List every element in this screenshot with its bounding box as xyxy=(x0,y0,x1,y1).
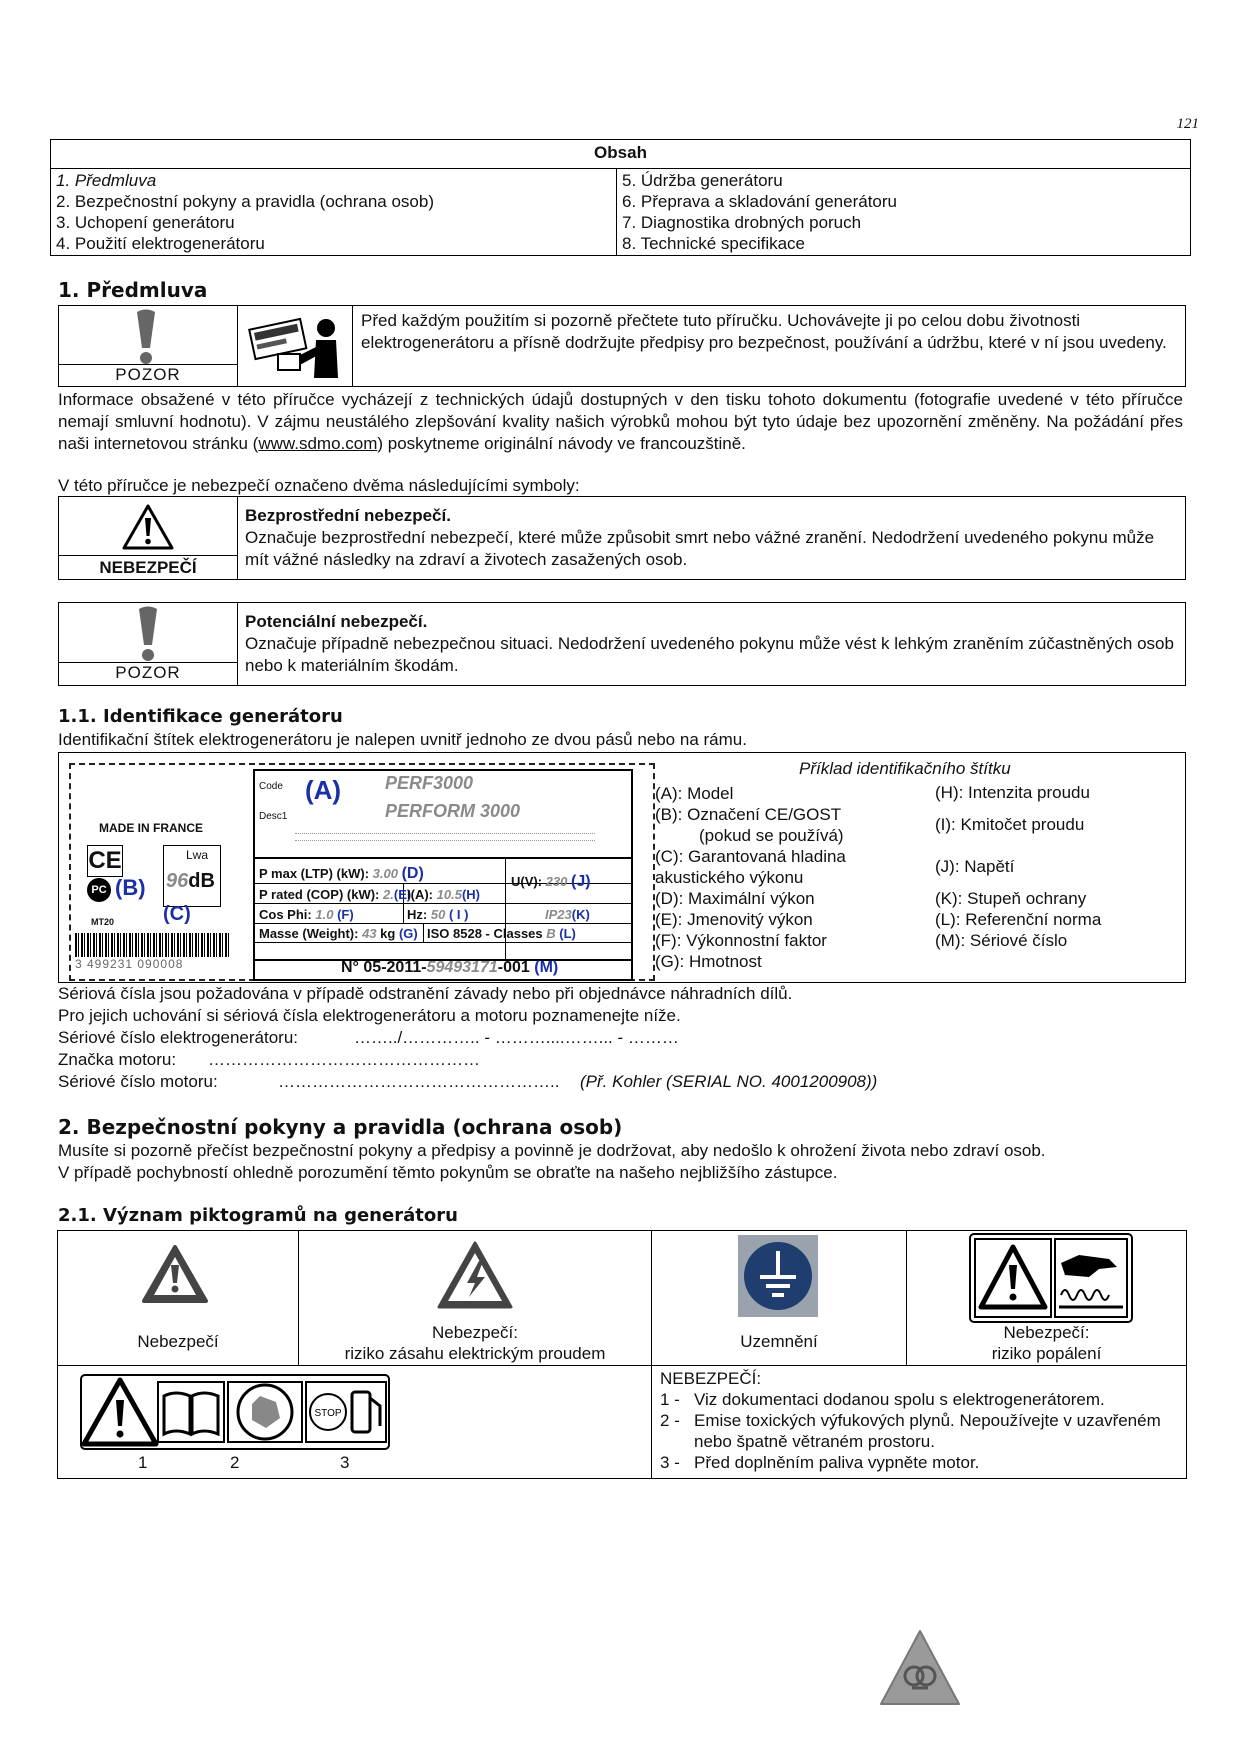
picto-ground-cell xyxy=(652,1231,907,1366)
serial-strip xyxy=(253,959,633,981)
danger-list-title: NEBEZPEČÍ: xyxy=(660,1369,762,1388)
legend-item: (H): Intenzita proudu xyxy=(935,783,1090,802)
picto-danger-cell xyxy=(58,1231,299,1366)
iso-label: ISO 8528 - Classes xyxy=(427,926,543,941)
legend-item: (L): Referenční norma xyxy=(935,910,1102,929)
serial-note-2: Pro jejich uchování si sériová čísla elektrogenerátoru a motoru poznamenejte níže. xyxy=(58,1006,681,1025)
section-heading-identification: 1.1. Identifikace generátoru xyxy=(58,706,343,727)
serial-note-1: Sériová čísla jsou požadována v případě odstranění závady nebo při objednávce náhradních dílů. xyxy=(58,984,793,1003)
list-number: 3 - xyxy=(660,1453,680,1472)
toc-item: 6. Přeprava a skladování generátoru xyxy=(622,192,898,211)
safety-line-2: V případě pochybností ohledně porozumění těmto pokynům se obraťte na našeho nejbližšího zástupce. xyxy=(58,1163,838,1182)
picto-number: 2 xyxy=(230,1453,240,1472)
made-in-label: MADE IN FRANCE xyxy=(99,821,203,835)
read-manual-icon xyxy=(248,310,344,382)
engine-brand-field: ………………………………………… xyxy=(208,1050,480,1069)
picto-label: Nebezpečí: xyxy=(432,1323,518,1342)
legend-item: (E): Jmenovitý výkon xyxy=(655,910,813,929)
pmax-label: P max (LTP) (kW): xyxy=(259,866,370,881)
current-label: I(A): xyxy=(407,887,433,902)
list-text: Před doplněním paliva vypněte motor. xyxy=(694,1453,980,1472)
legend-item: (K): Stupeň ochrany xyxy=(935,889,1087,908)
warning-text: Před každým použitím si pozorně přečtete tuto příručku. Uchovávejte ji po celou dobu životnosti elektrogenerátoru a přísně dodržujte předpisy pro bezpečnost, používání a údržbu, které v ní jsou uvedeny. xyxy=(361,311,1167,352)
danger-text: Označuje bezprostřední nebezpečí, které může způsobit smrt nebo vážné zranění. Nedodržení uvedeného pokynu může mít vážné následky na zdraví a životech zasažených osob. xyxy=(245,528,1155,569)
legend-item: (B): Označení CE/GOST xyxy=(655,805,842,824)
sdmo-link[interactable]: www.sdmo.com xyxy=(258,434,378,453)
info-text: Informace obsažené v této příručce vycházejí z technických údajů dostupných v den tisku tohoto dokumentu (fotografie uvedené v této příručce nemají smluvní hodnotu). V zájmu neustálého zlepšování kvality našich výrobků mohou být tyto údaje bez upozornění změněny. Na požádání přes naši internetovou stránku ( xyxy=(58,390,1183,453)
fine-print xyxy=(295,833,595,841)
composite-picto-cell xyxy=(58,1366,652,1479)
table-of-contents xyxy=(50,139,1191,256)
danger-box xyxy=(58,496,1186,580)
list-number: 1 - xyxy=(660,1390,680,1409)
exclamation-icon xyxy=(133,605,163,663)
legend-item: (A): Model xyxy=(655,784,734,803)
engine-brand-label: Značka motoru: xyxy=(58,1050,177,1069)
engine-serial-field: ………………………………………….. xyxy=(278,1072,560,1091)
pozor-label: POZOR xyxy=(59,662,237,686)
danger-list-cell xyxy=(652,1366,1187,1479)
iso-class: B xyxy=(546,926,556,941)
stop-label: STOP xyxy=(314,1408,342,1419)
legend-left xyxy=(655,783,905,972)
hz-label: Hz: xyxy=(407,907,428,922)
legend-item: (G): Hmotnost xyxy=(655,952,762,971)
caution-box xyxy=(58,602,1186,686)
example-title: Příklad identifikačního štítku xyxy=(799,759,1011,778)
list-text: Emise toxických výfukových plynů. Nepoužívejte v uzavřeném nebo špatně větraném prostoru. xyxy=(694,1411,1161,1451)
noise-badge xyxy=(163,845,221,907)
legend-item: (D): Maximální výkon xyxy=(655,889,815,908)
toc-item: 7. Diagnostika drobných poruch xyxy=(622,213,862,232)
prated-label: P rated (COP) (kW): xyxy=(259,887,380,902)
foreword-warning-box xyxy=(58,305,1186,387)
warning-triangle-icon xyxy=(121,503,175,551)
serial-mid: 59493171 xyxy=(426,959,498,976)
picto-number: 3 xyxy=(340,1453,350,1472)
marker-l: (L) xyxy=(559,926,576,941)
marker-j: (J) xyxy=(571,873,591,890)
legend-item: (J): Napětí xyxy=(935,857,1015,876)
mass-unit: kg xyxy=(380,926,396,941)
toc-item: 4. Použití elektrogenerátoru xyxy=(56,234,265,253)
picto-burn-cell xyxy=(907,1231,1187,1366)
model-description: PERFORM 3000 xyxy=(385,801,521,821)
publisher-logo-icon xyxy=(878,1628,962,1708)
section-heading-safety: 2. Bezpečnostní pokyny a pravidla (ochrana osob) xyxy=(58,1115,623,1139)
marker-g: (G) xyxy=(398,926,418,941)
code-label: Code xyxy=(259,781,283,792)
voltage-label: U(V): xyxy=(511,874,543,889)
danger-label: NEBEZPEČÍ xyxy=(59,555,237,580)
picto-electric-cell xyxy=(299,1231,652,1366)
identification-intro: Identifikační štítek elektrogenerátoru je nalepen uvnitř jednoho ze dvou pásů nebo na rámu. xyxy=(58,730,747,749)
model-code: PERF3000 xyxy=(385,773,474,793)
legend-item: (F): Výkonnostní faktor xyxy=(655,931,827,950)
toc-item: 2. Bezpečnostní pokyny a pravidla (ochrana osob) xyxy=(56,192,435,211)
toc-item: 8. Technické specifikace xyxy=(622,234,806,253)
mass-value: 43 xyxy=(362,926,377,941)
noise-value: 96 xyxy=(166,870,189,892)
list-text: Viz dokumentaci dodanou spolu s elektrogenerátorem. xyxy=(694,1390,1105,1409)
gen-serial-field: ……../………….. - ………....……... - ……… xyxy=(354,1028,679,1047)
marker-f: (F) xyxy=(337,907,354,922)
legend-item: (C): Garantovaná hladina akustického výkonu xyxy=(655,847,846,887)
legend-item: (M): Sériové číslo xyxy=(935,931,1068,950)
toc-item: 5. Údržba generátoru xyxy=(622,171,783,190)
serial-prefix: N° 05-2011- xyxy=(341,959,427,976)
electric-shock-icon xyxy=(435,1239,515,1311)
list-number: 2 - xyxy=(660,1411,680,1430)
marker-c: (C) xyxy=(163,903,191,925)
desc-label: Desc1 xyxy=(259,811,288,822)
info-paragraph xyxy=(58,389,1183,455)
ip-value: IP23 xyxy=(545,907,572,922)
page-number: 121 xyxy=(1176,116,1199,132)
cosphi-label: Cos Phi: xyxy=(259,907,312,922)
section-heading-pictograms: 2.1. Význam piktogramů na generátoru xyxy=(58,1205,458,1226)
hot-surface-icon xyxy=(969,1233,1133,1323)
marker-k: (K) xyxy=(571,907,590,922)
barcode xyxy=(75,933,231,957)
caution-text: Označuje případně nebezpečnou situaci. Nedodržení uvedeného pokynu může vést k lehkým zraněním zúčastněných osob nebo k materiálním škodám. xyxy=(245,634,1174,675)
legend-item: (I): Kmitočet proudu xyxy=(935,815,1085,834)
pictogram-table xyxy=(57,1230,1187,1479)
id-plate-box xyxy=(58,752,1186,983)
mt-label: MT20 xyxy=(91,917,115,927)
picto-sublabel: riziko popálení xyxy=(991,1344,1102,1363)
section-heading-foreword: 1. Předmluva xyxy=(58,278,208,302)
cosphi-value: 1.0 xyxy=(315,907,334,922)
lwa-label: Lwa xyxy=(186,848,209,862)
pozor-label: POZOR xyxy=(59,364,237,387)
legend-item: (pokud se používá) xyxy=(699,826,844,845)
current-value: 10.5 xyxy=(436,887,462,902)
marker-h: (H) xyxy=(461,887,480,902)
picto-number: 1 xyxy=(138,1453,148,1472)
ce-mark-icon: CE xyxy=(87,845,123,877)
marker-m: (M) xyxy=(534,959,559,976)
combined-safety-pictogram xyxy=(80,1374,390,1450)
picto-label: Nebezpečí xyxy=(137,1332,219,1351)
toc-item: 1. Předmluva xyxy=(56,171,157,190)
toc-title: Obsah xyxy=(51,140,1191,169)
warning-triangle-icon xyxy=(140,1243,210,1305)
marker-b: (B) xyxy=(115,875,146,900)
barcode-digits: 3 499231 090008 xyxy=(75,957,184,971)
marker-d: (D) xyxy=(401,865,424,882)
engine-serial-example: (Př. Kohler (SERIAL NO. 4001200908)) xyxy=(580,1072,878,1091)
engine-serial-label: Sériové číslo motoru: xyxy=(58,1072,218,1091)
gen-serial-label: Sériové číslo elektrogenerátoru: xyxy=(58,1028,299,1047)
pmax-value: 3.00 xyxy=(372,866,398,881)
info-text-end: ) poskytneme originální návody ve francouzštině. xyxy=(377,434,746,453)
symbols-intro: V této příručce je nebezpečí označeno dvěma následujícími symboly: xyxy=(58,476,580,495)
hz-value: 50 xyxy=(430,907,446,922)
id-plate xyxy=(69,763,655,981)
specs-grid xyxy=(253,857,633,961)
voltage-value: 230 xyxy=(545,874,568,889)
safety-line-1: Musíte si pozorně přečíst bezpečnostní pokyny a předpisy a povinně je dodržovat, aby nedošlo k ohrožení života nebo zdraví osob. xyxy=(58,1141,1046,1160)
danger-title: Bezprostřední nebezpečí. xyxy=(245,506,451,525)
toc-item: 3. Uchopení generátoru xyxy=(56,213,235,232)
marker-i: ( I ) xyxy=(448,907,469,922)
marker-a: (A) xyxy=(305,775,342,805)
noise-unit: dB xyxy=(188,870,215,892)
gost-mark-icon: PC xyxy=(87,878,111,902)
prated-value: 2. xyxy=(383,887,394,902)
serial-suffix: -001 xyxy=(497,959,530,976)
picto-sublabel: riziko zásahu elektrickým proudem xyxy=(344,1344,606,1363)
picto-label: Nebezpečí: xyxy=(1003,1323,1090,1342)
exclamation-icon xyxy=(131,308,161,366)
caution-title: Potenciální nebezpečí. xyxy=(245,612,428,631)
picto-label: Uzemnění xyxy=(740,1332,818,1351)
ground-icon xyxy=(738,1235,818,1317)
marker-e: (E) xyxy=(393,887,412,902)
mass-label: Masse (Weight): xyxy=(259,926,359,941)
